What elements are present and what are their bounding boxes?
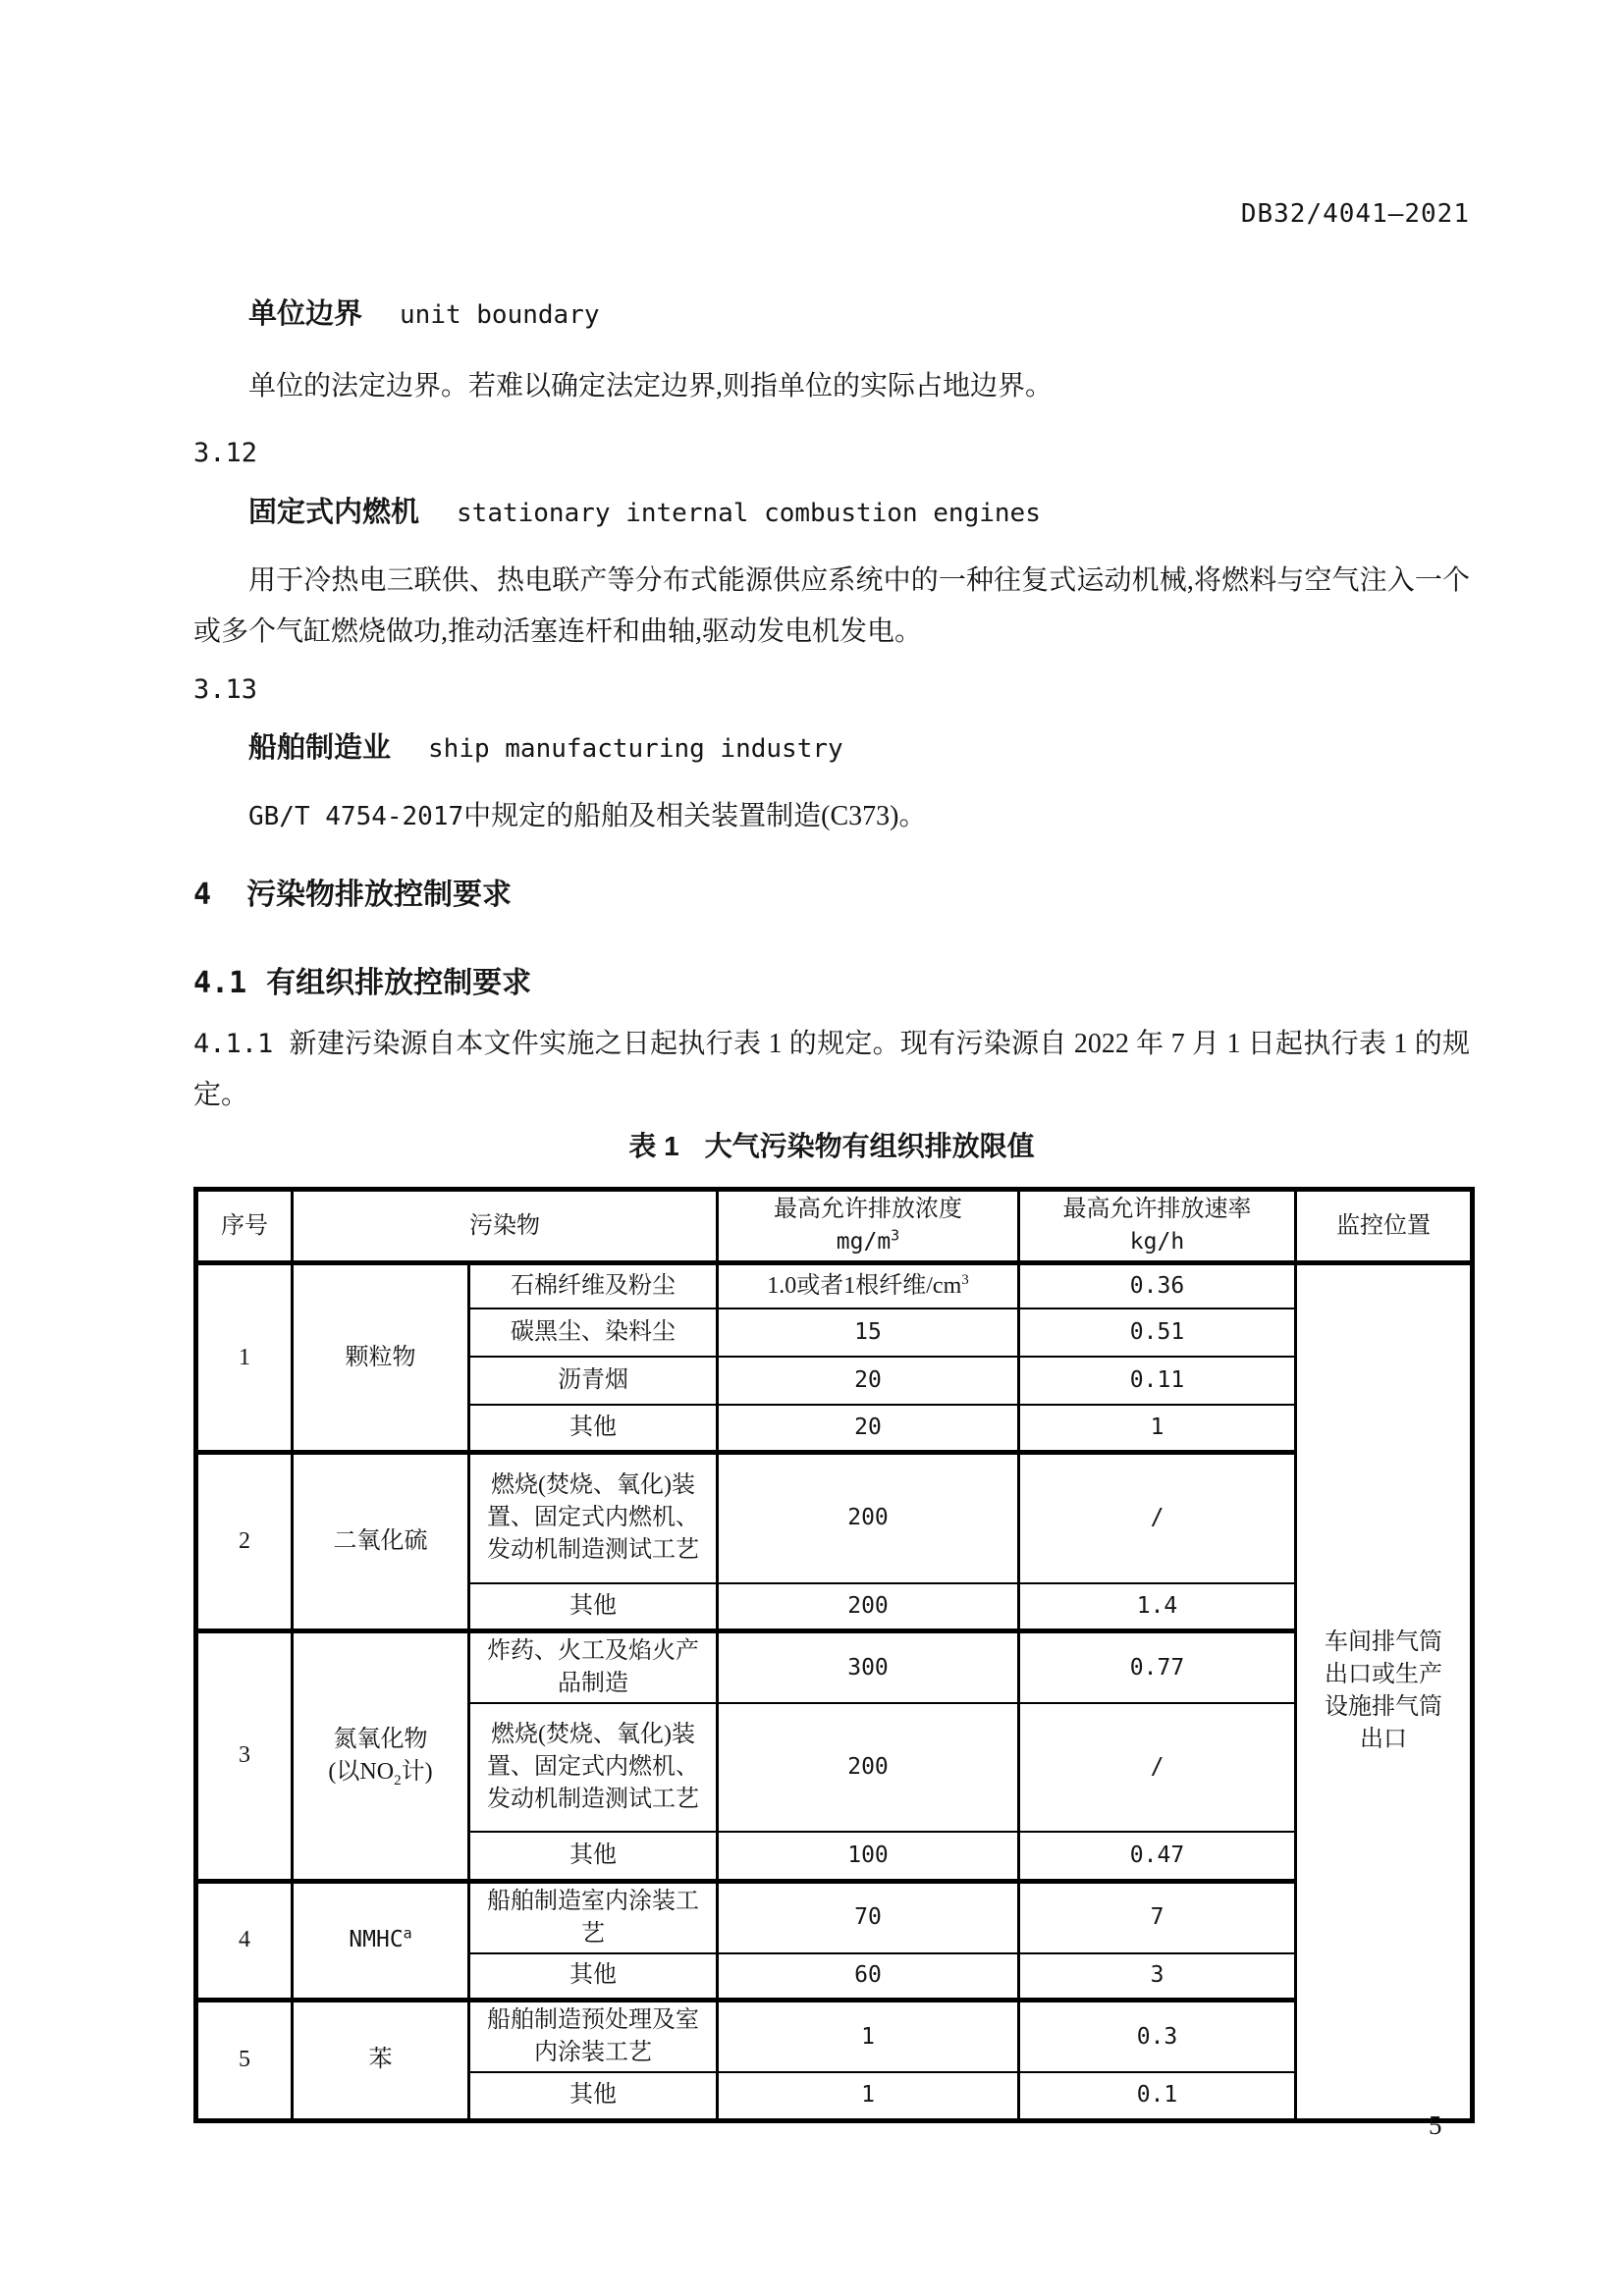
cell-rate: 0.1 bbox=[1019, 2072, 1296, 2120]
term-ship-manufacturing-zh: 船舶制造业 bbox=[248, 732, 392, 764]
header-rate-unit: kg/h bbox=[1129, 1229, 1185, 1255]
cell-process: 炸药、火工及焰火产品制造 bbox=[469, 1631, 718, 1704]
heading-4-1-title: 有组织排放控制要求 bbox=[266, 967, 532, 999]
cell-rate: / bbox=[1019, 1703, 1296, 1832]
cell-process: 石棉纤维及粉尘 bbox=[469, 1263, 718, 1308]
clause-number-3-12: 3.12 bbox=[193, 438, 258, 468]
cell-process: 燃烧(焚烧、氧化)装置、固定式内燃机、发动机制造测试工艺 bbox=[469, 1703, 718, 1832]
cell-rate: 1 bbox=[1019, 1405, 1296, 1453]
cell-pollutant-2: 二氧化硫 bbox=[293, 1453, 469, 1631]
term-stationary-engine-zh: 固定式内燃机 bbox=[248, 497, 420, 528]
cell-process: 其他 bbox=[469, 2072, 718, 2120]
cell-process: 碳黑尘、染料尘 bbox=[469, 1308, 718, 1357]
cell-concentration: 200 bbox=[718, 1583, 1019, 1631]
cell-process: 其他 bbox=[469, 1953, 718, 2001]
heading-4 bbox=[193, 870, 512, 913]
table-row bbox=[196, 1453, 1473, 1583]
cell-concentration: 200 bbox=[718, 1453, 1019, 1583]
heading-4-1 bbox=[193, 958, 531, 1001]
term-unit-boundary-zh: 单位边界 bbox=[248, 298, 363, 330]
cell-no-1: 1 bbox=[196, 1263, 293, 1453]
cell-process: 船舶制造预处理及室内涂装工艺 bbox=[469, 2001, 718, 2073]
header-concentration-unit: $mg/m^3$ bbox=[836, 1226, 900, 1255]
term-stationary-engine-definition: 用于冷热电三联供、热电联产等分布式能源供应系统中的一种往复式运动机械,将燃料与空气注入一个或多个气缸燃烧做功,推动活塞连杆和曲轴,驱动发电机发电。 bbox=[193, 565, 1470, 647]
cell-rate: 0.36 bbox=[1019, 1263, 1296, 1308]
cell-pollutant-1: 颗粒物 bbox=[293, 1263, 469, 1453]
clause-4-1-1 bbox=[193, 1019, 1470, 1121]
term-unit-boundary-en: unit boundary bbox=[400, 300, 600, 330]
cell-rate: / bbox=[1019, 1453, 1296, 1583]
cell-concentration: 1 bbox=[718, 2072, 1019, 2120]
cell-pollutant-5: 苯 bbox=[293, 2001, 469, 2121]
header-no: 序号 bbox=[196, 1190, 293, 1263]
cell-no-3: 3 bbox=[196, 1631, 293, 1882]
term-ship-manufacturing-heading bbox=[248, 725, 843, 766]
cell-no-4: 4 bbox=[196, 1881, 293, 2001]
doc-code: DB32/4041—2021 bbox=[1240, 199, 1470, 229]
cell-process: 其他 bbox=[469, 1832, 718, 1881]
page-number: 5 bbox=[1429, 2110, 1442, 2140]
cell-concentration: 20 bbox=[718, 1357, 1019, 1405]
header-pollutant: 污染物 bbox=[293, 1190, 718, 1263]
cell-process: 船舶制造室内涂装工艺 bbox=[469, 1881, 718, 1953]
table-row bbox=[196, 1263, 1473, 1308]
cell-pollutant-4: NMHC$^a$ bbox=[293, 1881, 469, 2001]
cell-process: 其他 bbox=[469, 1583, 718, 1631]
pollutant-3-basis: (以$NO_2$计) bbox=[328, 1758, 433, 1789]
table-1-caption-label: 表 1 bbox=[628, 1131, 679, 1161]
cell-rate: 0.77 bbox=[1019, 1631, 1296, 1704]
header-rate-title: 最高允许排放速率 bbox=[1062, 1197, 1252, 1222]
table-1-caption bbox=[193, 1125, 1470, 1164]
cell-concentration: 200 bbox=[718, 1703, 1019, 1832]
heading-4-number: 4 bbox=[193, 878, 212, 912]
term-stationary-engine-heading bbox=[248, 490, 1041, 530]
heading-4-1-number: 4.1 bbox=[193, 966, 247, 1000]
clause-4-1-1-text: 新建污染源自本文件实施之日起执行表 1 的规定。现有污染源自 2022 年 7 月 1 日起执行表 1 的规定。 bbox=[193, 1029, 1470, 1110]
term-stationary-engine-en: stationary internal combustion engines bbox=[457, 499, 1041, 528]
cell-concentration: 20 bbox=[718, 1405, 1019, 1453]
header-concentration-title: 最高允许排放浓度 bbox=[774, 1197, 962, 1222]
table-row bbox=[196, 2001, 1473, 2073]
cell-rate: 0.47 bbox=[1019, 1832, 1296, 1881]
cell-concentration: 15 bbox=[718, 1308, 1019, 1357]
cell-rate: 7 bbox=[1019, 1881, 1296, 1953]
cell-process: 沥青烟 bbox=[469, 1357, 718, 1405]
clause-4-1-1-number: 4.1.1 bbox=[193, 1029, 274, 1059]
table-1-caption-text: 大气污染物有组织排放限值 bbox=[704, 1131, 1035, 1161]
clause-number-3-13: 3.13 bbox=[193, 674, 258, 705]
cell-concentration: 100 bbox=[718, 1832, 1019, 1881]
cell-rate: 0.51 bbox=[1019, 1308, 1296, 1357]
gbt-definition-rest: 中规定的船舶及相关装置制造(C373)。 bbox=[463, 801, 927, 831]
cell-no-5: 5 bbox=[196, 2001, 293, 2121]
gbt-standard-code: GB/T 4754-2017 bbox=[248, 802, 464, 831]
table-header-row bbox=[196, 1190, 1473, 1263]
cell-concentration: 70 bbox=[718, 1881, 1019, 1953]
cell-process: 其他 bbox=[469, 1405, 718, 1453]
cell-concentration: 300 bbox=[718, 1631, 1019, 1704]
cell-concentration: 1.0或者1根纤维$/cm^3$ bbox=[718, 1263, 1019, 1308]
term-ship-manufacturing-en: ship manufacturing industry bbox=[428, 734, 843, 764]
term-ship-manufacturing-definition bbox=[248, 791, 926, 842]
header-monitor: 监控位置 bbox=[1296, 1190, 1473, 1263]
cell-rate: 0.11 bbox=[1019, 1357, 1296, 1405]
cell-pollutant-3: 氮氧化物 (以$NO_2$计) bbox=[293, 1631, 469, 1882]
cell-no-2: 2 bbox=[196, 1453, 293, 1631]
table-row bbox=[196, 1631, 1473, 1704]
term-unit-boundary-heading bbox=[248, 292, 600, 332]
cell-rate: 1.4 bbox=[1019, 1583, 1296, 1631]
header-concentration bbox=[718, 1190, 1019, 1263]
header-rate bbox=[1019, 1190, 1296, 1263]
cell-rate: 3 bbox=[1019, 1953, 1296, 2001]
term-unit-boundary-definition: 单位的法定边界。若难以确定法定边界,则指单位的实际占地边界。 bbox=[248, 371, 1054, 401]
emission-limits-table bbox=[193, 1187, 1475, 2123]
cell-concentration: 60 bbox=[718, 1953, 1019, 2001]
cell-monitor-location: 车间排气筒出口或生产设施排气筒出口 bbox=[1296, 1263, 1473, 2121]
table-row bbox=[196, 1881, 1473, 1953]
heading-4-title: 污染物排放控制要求 bbox=[246, 879, 513, 911]
cell-concentration: 1 bbox=[718, 2001, 1019, 2073]
cell-rate: 0.3 bbox=[1019, 2001, 1296, 2073]
cell-process: 燃烧(焚烧、氧化)装置、固定式内燃机、发动机制造测试工艺 bbox=[469, 1453, 718, 1583]
